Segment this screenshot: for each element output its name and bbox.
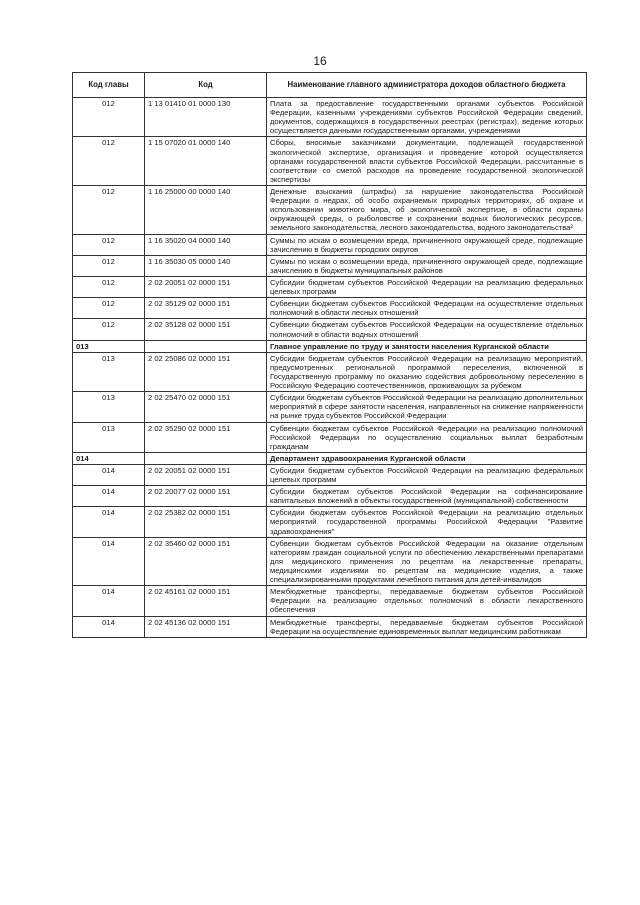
income-code-cell: 2 02 25382 02 0000 151 xyxy=(145,507,267,537)
administrator-name-cell: Суммы по искам о возмещении вреда, причиненного окружающей среде, подлежащие зачислению в бюджеты муниципальных районов xyxy=(267,255,587,276)
administrator-name-cell: Субвенции бюджетам субъектов Российской Федерации на реализацию полномочий Российской Федерации по осуществлению социальных выплат безработным гражданам xyxy=(267,422,587,452)
administrator-name-cell: Субсидии бюджетам субъектов Российской Федерации на реализацию отдельных мероприятий государственной программы Российской Федерации "Развитие здравоохранения" xyxy=(267,507,587,537)
table-row xyxy=(73,352,587,391)
table-row xyxy=(73,298,587,319)
chapter-code-cell: 012 xyxy=(73,298,145,319)
income-code-cell: 2 02 20077 02 0000 151 xyxy=(145,486,267,507)
table-row xyxy=(73,422,587,452)
administrator-name-cell: Субвенции бюджетам субъектов Российской Федерации на оказание отдельным категориям граждан социальной услуги по обеспечению лекарственными препаратами для медицинского применения по рецептам на лекарственные препараты, медицинскими изделиями по рецептам на медицинские изделия, а также специализированными продуктами лечебного питания для детей-инвалидов xyxy=(267,537,587,586)
administrator-name-cell: Субсидии бюджетам субъектов Российской Федерации на реализацию федеральных целевых программ xyxy=(267,464,587,485)
table-row xyxy=(73,137,587,186)
administrator-name-cell: Субсидии бюджетам субъектов Российской Федерации на софинансирование капитальных вложений в объекты государственной (муниципальной) собственности xyxy=(267,486,587,507)
administrator-name-cell: Межбюджетные трансферты, передаваемые бюджетам субъектов Российской Федерации на осуществление единовременных выплат медицинским работникам xyxy=(267,616,587,637)
header-code: Код xyxy=(145,73,267,98)
income-code-cell: 1 15 07020 01 0000 140 xyxy=(145,137,267,186)
page-number: 16 xyxy=(313,54,327,68)
administrator-name-cell: Денежные взыскания (штрафы) за нарушение законодательства Российской Федерации о недрах, об особо охраняемых природных территориях, об охране и использовании животного мира, об экологической экспертизе, в области охраны окружающей среды, о рыболовстве и сохранении водных биологических ресурсов, земельного законодательства, лесного законодательства, водного законодательства² xyxy=(267,185,587,234)
chapter-code-cell: 014 xyxy=(73,507,145,537)
chapter-code-cell: 014 xyxy=(73,586,145,616)
header-chapter-code: Код главы xyxy=(73,73,145,98)
chapter-code-cell: 014 xyxy=(73,537,145,586)
chapter-code-cell: 012 xyxy=(73,98,145,137)
chapter-code-cell: 013 xyxy=(73,340,145,352)
chapter-code-cell: 012 xyxy=(73,255,145,276)
income-code-cell: 2 02 25470 02 0000 151 xyxy=(145,392,267,422)
income-code-cell xyxy=(145,340,267,352)
chapter-code-cell: 012 xyxy=(73,276,145,297)
table-row xyxy=(73,276,587,297)
table-body xyxy=(73,98,587,638)
table-section-row xyxy=(73,340,587,352)
administrator-name-cell: Субсидии бюджетам субъектов Российской Федерации на реализацию дополнительных мероприятий в сфере занятости населения, направленных на снижение напряженности на рынке труда субъектов Российской Федерации xyxy=(267,392,587,422)
chapter-code-cell: 013 xyxy=(73,392,145,422)
administrator-name-cell: Департамент здравоохранения Курганской области xyxy=(267,452,587,464)
table-row xyxy=(73,392,587,422)
administrator-name-cell: Межбюджетные трансферты, передаваемые бюджетам субъектов Российской Федерации на реализацию отдельных полномочий в области лекарственного обеспечения xyxy=(267,586,587,616)
table-row xyxy=(73,616,587,637)
revenue-administrators-table xyxy=(72,72,587,638)
administrator-name-cell: Главное управление по труду и занятости населения Курганской области xyxy=(267,340,587,352)
chapter-code-cell: 014 xyxy=(73,464,145,485)
chapter-code-cell: 012 xyxy=(73,319,145,340)
table-row xyxy=(73,234,587,255)
administrator-name-cell: Суммы по искам о возмещении вреда, причиненного окружающей среде, подлежащие зачислению в бюджеты городских округов xyxy=(267,234,587,255)
table-section-row xyxy=(73,452,587,464)
administrator-name-cell: Плата за предоставление государственными органами субъектов Российской Федерации, казенными учреждениями субъектов Российской Федерации сведений, документов, содержащихся в государственных реестрах (регистрах), ведение которых осуществляется данными государственными органами, учреждениями xyxy=(267,98,587,137)
table-row xyxy=(73,537,587,586)
table-row xyxy=(73,586,587,616)
income-code-cell: 2 02 45161 02 0000 151 xyxy=(145,586,267,616)
table-row xyxy=(73,464,587,485)
income-code-cell: 2 02 25086 02 0000 151 xyxy=(145,352,267,391)
income-code-cell: 1 16 35030 05 0000 140 xyxy=(145,255,267,276)
income-code-cell: 2 02 35290 02 0000 151 xyxy=(145,422,267,452)
table-row xyxy=(73,98,587,137)
table-header-row xyxy=(73,73,587,98)
table-row xyxy=(73,507,587,537)
table-row xyxy=(73,185,587,234)
chapter-code-cell: 014 xyxy=(73,616,145,637)
administrator-name-cell: Субвенции бюджетам субъектов Российской Федерации на осуществление отдельных полномочий в области водных отношений xyxy=(267,319,587,340)
chapter-code-cell: 012 xyxy=(73,185,145,234)
income-code-cell: 2 02 35460 02 0000 151 xyxy=(145,537,267,586)
administrator-name-cell: Субвенции бюджетам субъектов Российской Федерации на осуществление отдельных полномочий в области лесных отношений xyxy=(267,298,587,319)
income-code-cell: 2 02 20051 02 0000 151 xyxy=(145,464,267,485)
income-code-cell: 2 02 35129 02 0000 151 xyxy=(145,298,267,319)
table-row xyxy=(73,319,587,340)
chapter-code-cell: 012 xyxy=(73,234,145,255)
chapter-code-cell: 013 xyxy=(73,422,145,452)
chapter-code-cell: 014 xyxy=(73,486,145,507)
administrator-name-cell: Сборы, вносимые заказчиками документации, подлежащей государственной экологической экспертизе, организация и проведение которой осуществляется органами государственной власти субъектов Российской Федерации, рассчитанные в соответствии со сметой расходов на проведение государственной экологической экспертизы xyxy=(267,137,587,186)
income-code-cell xyxy=(145,452,267,464)
income-code-cell: 2 02 45136 02 0000 151 xyxy=(145,616,267,637)
header-administrator-name: Наименование главного администратора доходов областного бюджета xyxy=(267,73,587,98)
chapter-code-cell: 013 xyxy=(73,352,145,391)
income-code-cell: 1 16 35020 04 0000 140 xyxy=(145,234,267,255)
income-code-cell: 2 02 20051 02 0000 151 xyxy=(145,276,267,297)
administrator-name-cell: Субсидии бюджетам субъектов Российской Федерации на реализацию федеральных целевых программ xyxy=(267,276,587,297)
table-row xyxy=(73,486,587,507)
chapter-code-cell: 014 xyxy=(73,452,145,464)
income-code-cell: 2 02 35128 02 0000 151 xyxy=(145,319,267,340)
chapter-code-cell: 012 xyxy=(73,137,145,186)
administrator-name-cell: Субсидии бюджетам субъектов Российской Федерации на реализацию мероприятий, предусмотренных региональной программой переселения, включенной в Государственную программу по оказанию содействия добровольному переселению в Российскую Федерацию соотечественников, проживающих за рубежом xyxy=(267,352,587,391)
table-row xyxy=(73,255,587,276)
income-code-cell: 1 13 01410 01 0000 130 xyxy=(145,98,267,137)
income-code-cell: 1 16 25000 00 0000 140 xyxy=(145,185,267,234)
